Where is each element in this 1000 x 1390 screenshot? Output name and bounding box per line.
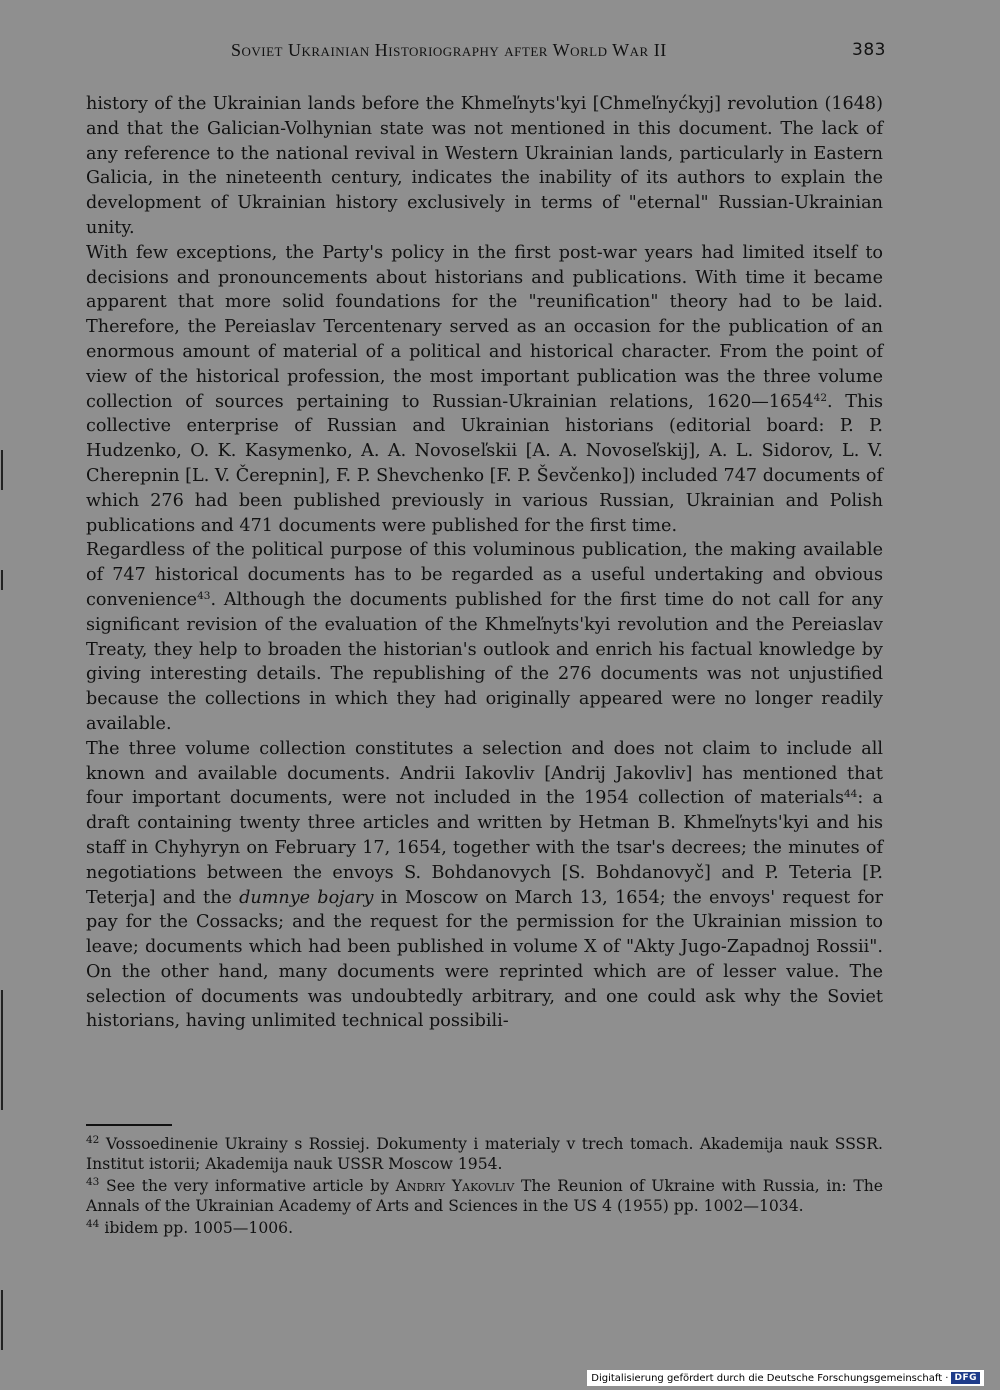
paragraph-3-text-a: Regardless of the political purpose of this voluminous publication, the making available of 747 historical documents has to be regarded as a useful undertaking and obvious convenience (86, 540, 883, 610)
scan-edge-marks (0, 0, 6, 1390)
footnote-ref-42[interactable]: 42 (813, 391, 828, 404)
footnote-number: 44 (86, 1217, 100, 1230)
paragraph-4-text-c: in Moscow on March 13, 1654; the envoys' request for pay for the Cossacks; and the request for the permission for the Ukrainian mission to leave; documents which had been published in volume X of "Akty Jugo-Zapadnoj Rossii". On the other hand, many documents were reprinted which are of lesser value. The selection of documents was undoubtedly arbitrary, and one could ask why the Soviet historians, having unlimited technical possibili- (86, 887, 884, 1032)
running-head (86, 40, 886, 66)
dfg-logo-icon: DFG (951, 1372, 980, 1384)
footnote-author: Andriy Yakovliv (395, 1176, 515, 1195)
footnote-number: 42 (86, 1134, 100, 1147)
paragraph-1-text: history of the Ukrainian lands before the Khmeľnyts'kyi [Chmeľnyćkyj] revolution (1648) and that the Galician-Volhynian state was not mentioned in this document. The lack of any reference to the national revival in Western Ukrainian lands, particularly in Eastern Galicia, in the nineteenth century, indicates the inability of its authors to explain the development of Ukrainian history exclusively in terms of "eternal" Russian-Ukrainian unity. (86, 94, 883, 238)
digitization-banner (587, 1370, 984, 1386)
footnote-ref-44[interactable]: 44 (843, 788, 858, 801)
paragraph-3-text-b: . Although the documents published for the first time do not call for any significant revision of the evaluation of the Khmeľnyts'kyi revolution and the Pereiaslav Treaty, they help to broaden the historian's outlook and enrich his factual knowledge by giving interesting details. The republishing of the 276 documents was not unjustified because the collections in which they had originally appeared were no longer readily available. (86, 589, 883, 734)
paragraph-2-text-a: With few exceptions, the Party's policy in the first post-war years had limited itself to decisions and pronouncements about historians and publications. With time it became apparent that more solid foundations for the "reunification" theory had to be laid. Therefore, the Pereiaslav Tercentenary served as an occasion for the publication of an enormous amount of material of a political and historical character. From the point of view of the historical profession, the most important publication was the three volume collection of sources pertaining to Russian-Ukrainian relations, 1620—1654 (86, 242, 883, 412)
running-title: Soviet Ukrainian Historiography after World War II (231, 40, 667, 60)
footnote-number: 43 (86, 1176, 100, 1189)
paragraph-4-text-a: The three volume collection constitutes a selection and does not claim to include all known and available documents. Andrii Iakovliv [Andrij Jakovliv] has mentioned that four important documents, were not included in the 1954 collection of materials (86, 738, 883, 809)
body-text (86, 92, 883, 1034)
paragraph-2-text-b: . This collective enterprise of Russian and Ukrainian historians (editorial board: P. P. Hudzenko, O. K. Kasymenko, A. A. Novoseľskii [A. A. Novoseľskij], A. L. Sidorov, L. V. Cherepnin [L. V. Čerepnin], F. P. Shevchenko [F. P. Ševčenko]) included 747 documents of which 276 had been published previously in various Russian, Ukrainian and Polish publications and 471 documents were published for the first time. (86, 391, 883, 536)
footnote-text-b: The Reunion of Ukraine with Russia, in: The Annals of the Ukrainian Academy of Arts and Sciences in the US 4 (1955) pp. 1002—1034. (86, 1176, 883, 1216)
footnote-ref-43[interactable]: 43 (197, 590, 211, 603)
footnote-text: Vossoedinenie Ukrainy s Rossiej. Dokumenty i materialy v trech tomach. Akademija nauk SSSR. Institut istorii; Akademija nauk USSR Moscow 1954. (86, 1135, 883, 1174)
paragraph-4-text-b: : a draft containing twenty three articles and written by Hetman B. Khmeľnyts'kyi and his staff in Chyhyryn on February 17, 1654, together with the tsar's decrees; the minutes of negotiations between the envoys S. Bohdanovych [S. Bohdanovyč] and P. Teteria [P. Teterja] and the (86, 788, 883, 908)
paragraph-4-italic-term: dumnye bojary (239, 887, 374, 908)
paragraph-3 (86, 538, 883, 736)
footnotes (86, 1134, 883, 1239)
footnote-42 (86, 1134, 883, 1175)
page-number: 383 (852, 40, 886, 60)
footnote-text: ibidem pp. 1005—1006. (99, 1218, 294, 1237)
footnote-43 (86, 1176, 883, 1217)
footnote-text-a: See the very informative article by (99, 1176, 396, 1195)
paragraph-1 (86, 92, 883, 241)
footnote-rule (86, 1124, 172, 1126)
paragraph-4 (86, 737, 883, 1035)
banner-text: Digitalisierung gefördert durch die Deutsche Forschungsgemeinschaft · (591, 1372, 949, 1384)
paragraph-2 (86, 241, 883, 539)
footnote-44 (86, 1218, 883, 1238)
